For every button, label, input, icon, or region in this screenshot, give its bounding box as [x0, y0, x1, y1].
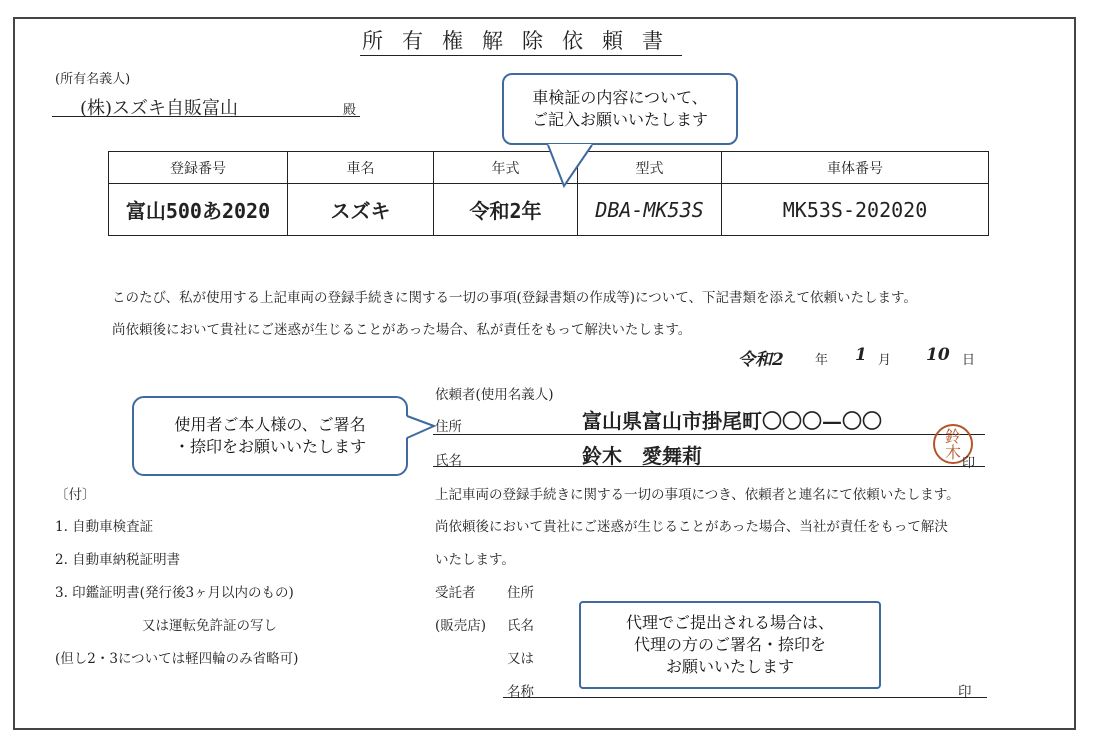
callout-vehicle-pointer — [540, 140, 600, 190]
callout-vehicle-line2: ご記入お願いいたします — [531, 110, 708, 129]
seal-text: 鈴木 — [944, 427, 961, 462]
name-underline — [433, 466, 985, 467]
date-day-unit: 日 — [962, 353, 976, 368]
callout-user-line2: ・捺印をお願いいたします — [173, 437, 366, 456]
trustee-label: 受託者 — [435, 585, 476, 601]
agent-text-line1: 上記車両の登録手続きに関する一切の事項につき、依頼者と連名にて依頼いたします。 — [435, 487, 960, 503]
owner-underline — [52, 116, 360, 117]
callout-agent-line1: 代理でご提出される場合は、 — [625, 613, 834, 632]
attachment-item-3-alt: 又は運転免許証の写し — [142, 618, 277, 634]
attachment-item-3: 3. 印鑑証明書(発行後3ヶ月以内のもの) — [55, 585, 294, 601]
requester-name-value: 鈴木 愛舞莉 — [582, 444, 702, 468]
callout-agent-line3: お願いいたします — [665, 657, 794, 676]
owner-name: (株)スズキ自販富山 — [80, 98, 239, 119]
requester-seal-mark: 印 — [962, 456, 976, 471]
header-model-type: 型式 — [578, 152, 722, 184]
callout-vehicle-line1: 車検証の内容について、 — [532, 88, 708, 107]
callout-agent-signature — [579, 601, 881, 689]
value-model-type: DBA-MK53S — [578, 184, 722, 236]
requester-address-value: 富山県富山市掛尾町〇〇〇—〇〇 — [582, 409, 882, 433]
header-chassis-number: 車体番号 — [722, 152, 989, 184]
date-day: 10 — [926, 345, 950, 365]
value-chassis-number: MK53S-202020 — [722, 184, 989, 236]
value-registration-number: 富山500あ2020 — [109, 184, 288, 236]
date-era-year: 令和2 — [738, 350, 784, 370]
trustee-company-label: 名称 — [507, 684, 534, 700]
attachment-note: (但し2・3については軽四輪のみ省略可) — [55, 651, 299, 667]
trustee-seal-label: 印 — [958, 684, 972, 700]
trustee-shop-label: (販売店) — [435, 618, 487, 634]
trustee-or-label: 又は — [507, 651, 534, 667]
requester-label: 依頼者(使用名義人) — [435, 387, 554, 403]
value-car-name: スズキ — [288, 184, 434, 236]
callout-user-signature — [132, 396, 408, 476]
attachment-item-1: 1. 自動車検査証 — [55, 519, 154, 535]
requester-address-label: 住所 — [435, 419, 462, 435]
agent-text-line3: いたします。 — [435, 552, 515, 568]
callout-user-pointer — [402, 412, 438, 442]
callout-agent-line2: 代理の方のご署名・捺印を — [633, 635, 826, 654]
callout-vehicle-info — [502, 73, 738, 145]
date-month-unit: 月 — [878, 353, 892, 368]
owner-honorific: 殿 — [343, 103, 357, 118]
document-title: 所有権解除依頼書 — [360, 28, 682, 56]
trustee-underline — [503, 697, 987, 698]
attachment-item-2: 2. 自動車納税証明書 — [55, 552, 181, 568]
date-month: 1 — [855, 345, 867, 365]
value-model-year: 令和2年 — [434, 184, 578, 236]
header-model-year: 年式 — [434, 152, 578, 184]
request-text-line1: このたび、私が使用する上記車両の登録手続きに関する一切の事項(登録書類の作成等)について、下記書類を添えて依頼いたします。 — [112, 290, 917, 306]
address-underline — [433, 434, 985, 435]
requester-name-label: 氏名 — [435, 453, 462, 469]
vehicle-table-value-row — [109, 184, 989, 236]
trustee-address-label: 住所 — [507, 585, 534, 601]
request-text-line2: 尚依頼後において貴社にご迷惑が生じることがあった場合、私が責任をもって解決いたします。 — [112, 322, 692, 338]
agent-text-line2: 尚依頼後において貴社にご迷惑が生じることがあった場合、当社が責任をもって解決 — [435, 519, 948, 535]
header-registration-number: 登録番号 — [109, 152, 288, 184]
attachments-header: 〔付〕 — [55, 487, 96, 503]
callout-user-line1: 使用者ご本人様の、ご署名 — [174, 415, 366, 434]
owner-label: (所有名義人) — [55, 72, 131, 87]
date-year-unit: 年 — [815, 353, 829, 368]
header-car-name: 車名 — [288, 152, 434, 184]
trustee-name-label: 氏名 — [507, 618, 534, 634]
